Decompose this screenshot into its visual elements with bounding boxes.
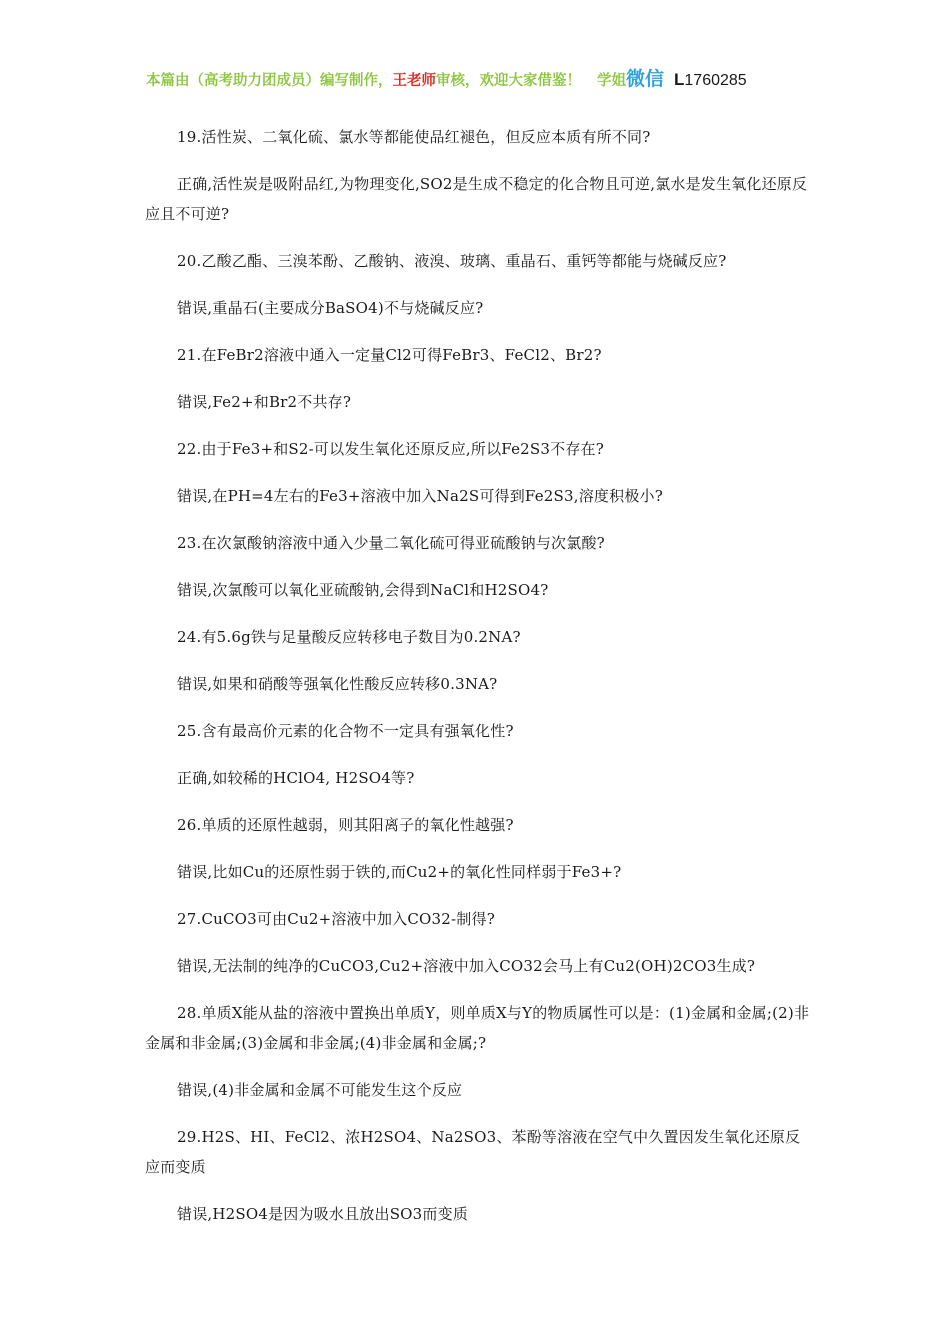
answer-25: 正确,如较稀的HClO4, H2SO4等? <box>177 769 415 787</box>
header-contact-digits: 1760285 <box>684 72 747 89</box>
question-27: 27.CuCO3可由Cu2+溶液中加入CO32-制得? <box>177 910 495 928</box>
header-credit-text: 本篇由（高考助力团成员）编写制作， <box>146 73 393 89</box>
answer-28: 错误,(4)非金属和金属不可能发生这个反应 <box>177 1081 463 1099</box>
header-senior-label: 学姐 <box>597 73 626 89</box>
header-welcome-text: 审核，欢迎大家借鉴！ <box>436 73 581 89</box>
answer-22: 错误,在PH=4左右的Fe3+溶液中加入Na2S可得到Fe2S3,溶度积极小? <box>177 487 663 505</box>
question-23: 23.在次氯酸钠溶液中通入少量二氧化硫可得亚硫酸钠与次氯酸? <box>177 534 605 552</box>
answer-27: 错误,无法制的纯净的CuCO3,Cu2+溶液中加入CO32会马上有Cu2(OH)2CO3生成? <box>177 957 756 975</box>
answer-19: 正确,活性炭是吸附品红,为物理变化,SO2是生成不稳定的化合物且可逆,氯水是发生氧化还原反应且不可逆? <box>145 175 808 223</box>
answer-26: 错误,比如Cu的还原性弱于铁的,而Cu2+的氧化性同样弱于Fe3+? <box>177 863 622 881</box>
header-wechat-label: 微信 <box>626 68 665 90</box>
answer-29: 错误,H2SO4是因为吸水且放出SO3而变质 <box>177 1205 469 1223</box>
document-body <box>145 122 813 1246</box>
question-22: 22.由于Fe3+和S2-可以发生氧化还原反应,所以Fe2S3不存在? <box>177 440 604 458</box>
question-20: 20.乙酸乙酯、三溴苯酚、乙酸钠、液溴、玻璃、重晶石、重钙等都能与烧碱反应? <box>177 252 727 270</box>
answer-20: 错误,重晶石(主要成分BaSO4)不与烧碱反应? <box>177 299 484 317</box>
answer-21: 错误,Fe2+和Br2不共存? <box>177 393 352 411</box>
question-29: 29.H2S、HI、FeCl2、浓H2SO4、Na2SO3、苯酚等溶液在空气中久置因发生氧化还原反应而变质 <box>145 1128 801 1176</box>
question-24: 24.有5.6g铁与足量酸反应转移电子数目为0.2NA? <box>177 628 521 646</box>
answer-24: 错误,如果和硝酸等强氧化性酸反应转移0.3NA? <box>177 675 498 693</box>
question-26: 26.单质的还原性越弱，则其阳离子的氧化性越强? <box>177 816 514 834</box>
question-21: 21.在FeBr2溶液中通入一定量Cl2可得FeBr3、FeCl2、Br2? <box>177 346 602 364</box>
question-28: 28.单质X能从盐的溶液中置换出单质Y，则单质X与Y的物质属性可以是：(1)金属和金属;(2)非金属和非金属;(3)金属和非金属;(4)非金属和金属;? <box>145 1004 810 1052</box>
page-header <box>146 66 846 94</box>
question-25: 25.含有最高价元素的化合物不一定具有强氧化性? <box>177 722 514 740</box>
header-contact-letter: L <box>674 70 685 89</box>
header-reviewer-name: 王老师 <box>392 73 436 89</box>
answer-23: 错误,次氯酸可以氧化亚硫酸钠,会得到NaCl和H2SO4? <box>177 581 549 599</box>
header-contact-id <box>674 72 747 89</box>
question-19: 19.活性炭、二氧化硫、氯水等都能使品红褪色，但反应本质有所不同? <box>177 128 651 146</box>
